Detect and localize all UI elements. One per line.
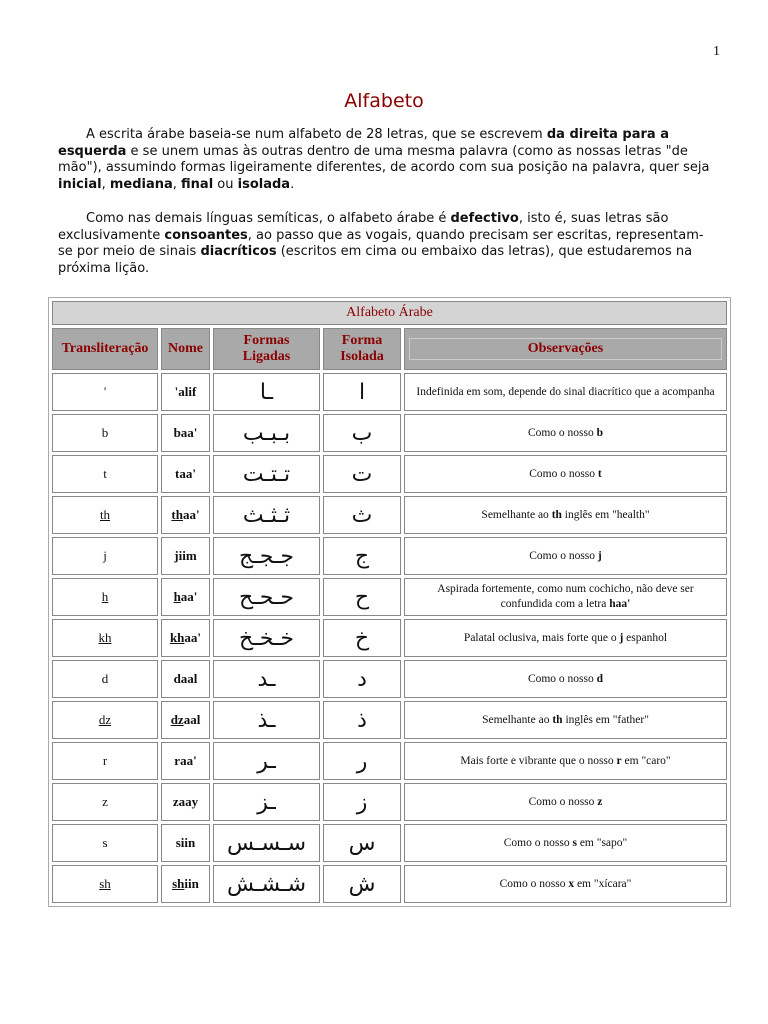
table-row xyxy=(52,701,727,739)
table-row xyxy=(52,660,727,698)
cell-transliteration xyxy=(52,578,158,616)
cell-letter-name xyxy=(161,578,210,616)
header-nome: Nome xyxy=(161,328,210,370)
p1-bold: da direita para a esquerda xyxy=(58,127,669,159)
cell-isolated-form: ش xyxy=(323,865,401,903)
table-row xyxy=(52,865,727,903)
cell-isolated-form: ت xyxy=(323,455,401,493)
header-forma-line1: Forma xyxy=(341,333,383,348)
cell-observations xyxy=(404,701,727,739)
name-underlined: kh xyxy=(169,630,185,645)
cell-isolated-form: ج xyxy=(323,537,401,575)
cell-letter-name: jiim xyxy=(161,537,210,575)
table-row xyxy=(52,783,727,821)
obs-text: espanhol xyxy=(623,631,668,644)
cell-isolated-form: ذ xyxy=(323,701,401,739)
obs-bold: x xyxy=(568,877,575,890)
header-formas-ligadas xyxy=(213,328,320,370)
table-row xyxy=(52,373,727,411)
obs-text: Como o nosso xyxy=(529,549,598,562)
cell-letter-name: daal xyxy=(161,660,210,698)
obs-text: em "xícara" xyxy=(574,877,632,890)
cell-letter-name: zaay xyxy=(161,783,210,821)
header-obs-label: Observações xyxy=(409,338,722,360)
cell-observations xyxy=(404,496,727,534)
header-observacoes xyxy=(404,328,727,370)
cell-isolated-form: س xyxy=(323,824,401,862)
transliteration-underlined: th xyxy=(99,507,111,522)
cell-connected-forms: ـد xyxy=(213,660,320,698)
page-title: Alfabeto xyxy=(344,90,424,112)
obs-text: em "sapo" xyxy=(576,836,628,849)
cell-connected-forms: تـتـت xyxy=(213,455,320,493)
cell-observations xyxy=(404,455,727,493)
p1-text: e se unem umas às outras dentro de uma mesma palavra (como as nossas letras "de mão"), assumindo formas ligeiramente diferentes, de acordo com sua posição na palavra, quer seja xyxy=(58,143,710,175)
obs-text: Como o nosso xyxy=(499,877,569,890)
p1-bold: inicial xyxy=(58,176,102,192)
cell-letter-name: baa' xyxy=(161,414,210,452)
p1-text: , xyxy=(172,176,182,192)
obs-text: Semelhante ao xyxy=(481,508,552,521)
p2-text: , isto é, suas letras são exclusivamente xyxy=(58,211,669,243)
table-header-row xyxy=(52,328,727,370)
table-row xyxy=(52,455,727,493)
p1-bold: mediana xyxy=(109,176,173,192)
p1-text: A escrita árabe baseia-se num alfabeto de 28 letras, que se escrevem xyxy=(86,127,547,142)
cell-transliteration: z xyxy=(52,783,158,821)
p2-bold: defectivo xyxy=(450,211,519,226)
cell-isolated-form: ث xyxy=(323,496,401,534)
obs-text: Palatal oclusiva, mais forte que o xyxy=(463,631,620,644)
p1-text: . xyxy=(290,176,295,192)
table-row xyxy=(52,496,727,534)
obs-text: Como o nosso xyxy=(527,426,597,439)
cell-isolated-form: ز xyxy=(323,783,401,821)
obs-text: Como o nosso xyxy=(527,672,597,685)
p2-bold: diacríticos xyxy=(200,244,277,259)
table-row xyxy=(52,824,727,862)
p1-bold: final xyxy=(181,176,214,192)
cell-letter-name: 'alif xyxy=(161,373,210,411)
obs-text: Mais forte e vibrante que o nosso xyxy=(460,754,617,767)
cell-observations xyxy=(404,824,727,862)
cell-letter-name xyxy=(161,496,210,534)
cell-observations xyxy=(404,660,727,698)
cell-connected-forms: ـا xyxy=(213,373,320,411)
table-row xyxy=(52,537,727,575)
table-caption-row xyxy=(52,301,727,325)
cell-transliteration: j xyxy=(52,537,158,575)
cell-isolated-form: خ xyxy=(323,619,401,657)
cell-transliteration: d xyxy=(52,660,158,698)
cell-letter-name: taa' xyxy=(161,455,210,493)
transliteration-underlined: dz xyxy=(98,712,112,727)
p2-text: Como nas demais línguas semíticas, o alfabeto árabe é xyxy=(86,211,451,226)
p2-text: (escritos em cima ou embaixo das letras), que estudaremos na próxima lição. xyxy=(58,244,693,276)
cell-isolated-form: ب xyxy=(323,414,401,452)
cell-connected-forms: ثـثـث xyxy=(213,496,320,534)
obs-bold: haa' xyxy=(609,598,631,610)
p2-bold: consoantes xyxy=(164,227,248,243)
cell-letter-name xyxy=(161,701,210,739)
p1-text: ou xyxy=(213,176,238,192)
cell-letter-name xyxy=(161,619,210,657)
name-underlined: dz xyxy=(170,712,184,727)
header-forma-line2: Isolada xyxy=(340,349,384,364)
obs-bold: z xyxy=(597,795,603,808)
name-rest: aa' xyxy=(182,507,200,522)
p1-text: , xyxy=(101,176,110,192)
name-rest: aa' xyxy=(184,630,202,645)
cell-observations xyxy=(404,742,727,780)
cell-transliteration xyxy=(52,701,158,739)
cell-transliteration xyxy=(52,865,158,903)
cell-letter-name xyxy=(161,865,210,903)
cell-observations xyxy=(404,619,727,657)
header-formas-line1: Formas xyxy=(243,333,290,348)
cell-isolated-form: ح xyxy=(323,578,401,616)
name-rest: iin xyxy=(184,876,199,891)
obs-bold: d xyxy=(596,672,604,685)
cell-letter-name: raa' xyxy=(161,742,210,780)
obs-text: inglês em "health" xyxy=(561,508,650,521)
cell-transliteration xyxy=(52,496,158,534)
page-number: 1 xyxy=(713,44,720,59)
alphabet-table xyxy=(48,297,731,907)
transliteration-underlined: sh xyxy=(99,876,111,891)
p2-text: , ao passo que as vogais, quando precisam ser escritas, representam-se por meio de sinais xyxy=(58,227,704,259)
table-row xyxy=(52,742,727,780)
obs-bold: s xyxy=(572,836,577,849)
header-translit: Transliteração xyxy=(52,328,158,370)
cell-transliteration: r xyxy=(52,742,158,780)
obs-text: em "caro" xyxy=(621,754,671,767)
cell-connected-forms: خـخـخ xyxy=(213,619,320,657)
cell-observations: Indefinida em som, depende do sinal diacrítico que a acompanha xyxy=(404,373,727,411)
obs-bold: t xyxy=(597,467,602,480)
name-rest: aa' xyxy=(180,589,198,604)
cell-observations xyxy=(404,414,727,452)
cell-transliteration: t xyxy=(52,455,158,493)
cell-isolated-form: ر xyxy=(323,742,401,780)
obs-bold: j xyxy=(597,549,602,562)
cell-observations xyxy=(404,865,727,903)
table-row xyxy=(52,578,727,616)
header-forma-isolada xyxy=(323,328,401,370)
obs-text: inglês em "father" xyxy=(562,713,649,726)
cell-transliteration xyxy=(52,619,158,657)
obs-bold: r xyxy=(616,754,622,767)
table-row xyxy=(52,414,727,452)
cell-connected-forms: سـسـس xyxy=(213,824,320,862)
name-underlined: h xyxy=(173,589,181,604)
header-formas-line2: Ligadas xyxy=(242,349,291,364)
intro-paragraph-2 xyxy=(58,211,718,277)
name-underlined: sh xyxy=(172,876,185,891)
cell-connected-forms: بـبـب xyxy=(213,414,320,452)
cell-connected-forms: جـجـج xyxy=(213,537,320,575)
cell-connected-forms: حـحـح xyxy=(213,578,320,616)
name-underlined: th xyxy=(171,507,183,522)
obs-text: Como o nosso xyxy=(503,836,573,849)
cell-connected-forms: ـز xyxy=(213,783,320,821)
cell-isolated-form: د xyxy=(323,660,401,698)
cell-connected-forms: شـشـش xyxy=(213,865,320,903)
cell-connected-forms: ـذ xyxy=(213,701,320,739)
intro-paragraph-1 xyxy=(58,127,718,193)
obs-bold: j xyxy=(619,631,624,644)
obs-bold: b xyxy=(596,426,604,439)
obs-bold: th xyxy=(552,713,563,726)
cell-connected-forms: ـر xyxy=(213,742,320,780)
transliteration-underlined: h xyxy=(101,589,109,604)
p1-bold: isolada xyxy=(237,176,291,192)
cell-observations xyxy=(404,578,727,616)
obs-bold: th xyxy=(551,508,562,521)
transliteration-underlined: kh xyxy=(98,630,112,645)
cell-transliteration: s xyxy=(52,824,158,862)
obs-text: Como o nosso xyxy=(528,795,598,808)
cell-observations xyxy=(404,537,727,575)
cell-transliteration: ' xyxy=(52,373,158,411)
cell-transliteration: b xyxy=(52,414,158,452)
obs-text: Aspirada fortemente, como num cochicho, não deve ser confundida com a letra xyxy=(437,583,694,610)
name-rest: aal xyxy=(183,712,201,727)
cell-letter-name: siin xyxy=(161,824,210,862)
cell-isolated-form: ا xyxy=(323,373,401,411)
obs-text: Como o nosso xyxy=(529,467,598,480)
obs-text: Semelhante ao xyxy=(482,713,553,726)
table-row xyxy=(52,619,727,657)
cell-observations xyxy=(404,783,727,821)
table-caption: Alfabeto Árabe xyxy=(52,301,727,325)
